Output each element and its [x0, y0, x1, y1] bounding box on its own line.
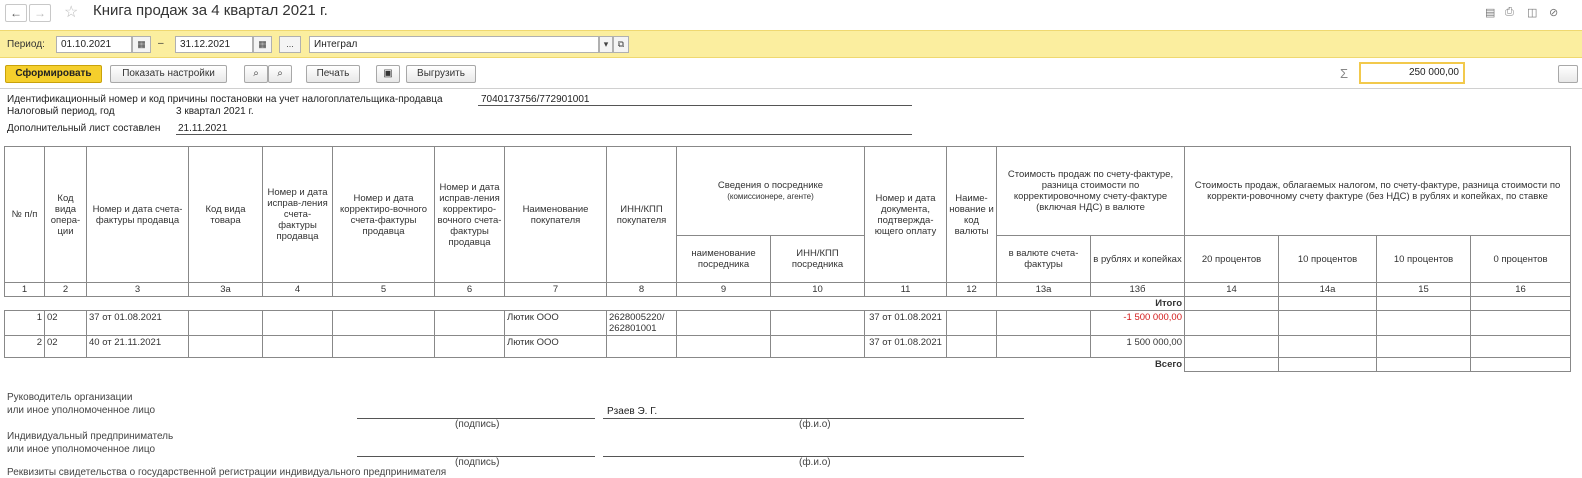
ip-label-2: или иное уполномоченное лицо: [7, 444, 156, 455]
col-header-4: Номер и дата исправ-ления счета-фактуры продавца: [263, 147, 333, 283]
col-num: 12: [947, 283, 997, 297]
period-label: Период:: [7, 39, 45, 50]
fio-caption-2: (ф.и.о): [799, 457, 831, 468]
intermediary-subtitle: (комиссионере, агенте): [727, 192, 814, 201]
show-settings-button[interactable]: Показать настройки: [110, 65, 227, 83]
calendar-icon: ▦: [137, 39, 146, 49]
col-header-intermediary: [677, 147, 865, 236]
col-num: 1: [5, 283, 45, 297]
col-num: 9: [677, 283, 771, 297]
col-num: 14а: [1279, 283, 1377, 297]
search-button[interactable]: [244, 65, 268, 83]
buyer-name: Лютик ООО: [505, 336, 607, 358]
period-from-field[interactable]: 01.10.2021: [56, 36, 132, 53]
intermediary-title: Сведения о посреднике: [717, 180, 824, 191]
table-header-row: [5, 147, 1571, 236]
col-header-7: Наименование покупателя: [505, 147, 607, 283]
col-num: 13б: [1091, 283, 1185, 297]
favorite-star-icon[interactable]: ☆: [64, 4, 79, 21]
col-num: 3а: [189, 283, 263, 297]
calendar-icon: ▦: [258, 39, 267, 49]
col-header-13b: в рублях и копейках: [1091, 236, 1185, 283]
signature-caption-2: (подпись): [455, 457, 500, 468]
toolbar: [0, 62, 1582, 86]
organization-field[interactable]: Интеграл: [309, 36, 599, 53]
operation-code: 02: [45, 336, 87, 358]
head-label-1: Руководитель организации: [7, 392, 133, 403]
col-num: 4: [263, 283, 333, 297]
payment-document: 37 от 01.08.2021: [865, 311, 947, 336]
operation-code: 02: [45, 311, 87, 336]
payment-document: 37 от 01.08.2021: [865, 336, 947, 358]
invoice-number: 40 от 21.11.2021: [87, 336, 189, 358]
inn-value: 7040173756/772901001: [481, 94, 590, 105]
col-num: 3: [87, 283, 189, 297]
col-num: 11: [865, 283, 947, 297]
col-header-9: наименование посредника: [677, 236, 771, 283]
search-clear-icon: ⌕: [277, 68, 283, 79]
col-header-14a: 10 процентов: [1279, 236, 1377, 283]
title-bar: [0, 0, 1582, 28]
calendar-from-button[interactable]: [132, 36, 151, 53]
table-row[interactable]: [5, 336, 1571, 358]
arrow-left-icon: ←: [10, 6, 22, 20]
vsego-label: Всего: [5, 358, 1185, 372]
registration-requisites-label: Реквизиты свидетельства о государственной регистрации индивидуального предпринимателя: [7, 467, 447, 478]
itogo-row: [5, 297, 1571, 311]
save-icon[interactable]: ▤: [1485, 7, 1496, 19]
row-number: 2: [5, 336, 45, 358]
col-header-6: Номер и дата исправ-ления корректиро-вочного счета-фактуры продавца: [435, 147, 505, 283]
col-header-2: Код вида опера-ции: [45, 147, 87, 283]
column-numbers-row: [5, 283, 1571, 297]
calendar-to-button[interactable]: [253, 36, 272, 53]
col-num: 10: [771, 283, 865, 297]
col-num: 13а: [997, 283, 1091, 297]
col-header-3a: Код вида товара: [189, 147, 263, 283]
tax-period-value: 3 квартал 2021 г.: [176, 106, 254, 117]
col-header-5: Номер и дата корректиро-вочного счета-фактуры продавца: [333, 147, 435, 283]
export-button[interactable]: Выгрузить: [406, 65, 476, 83]
sales-book-table: [4, 146, 1571, 372]
head-name: Рзаев Э. Г.: [607, 406, 658, 417]
period-dash: –: [158, 38, 164, 49]
addsheet-label: Дополнительный лист составлен: [7, 123, 161, 134]
itogo-label: Итого: [5, 297, 1185, 311]
col-header-10: ИНН/КПП посредника: [771, 236, 865, 283]
buyer-name: Лютик ООО: [505, 311, 607, 336]
col-header-15: 10 процентов: [1377, 236, 1471, 283]
table-row[interactable]: [5, 311, 1571, 336]
report-area: [0, 88, 1582, 478]
col-header-8: ИНН/КПП покупателя: [607, 147, 677, 283]
period-select-button[interactable]: ...: [279, 36, 301, 53]
search-icon: ⌕: [253, 68, 259, 79]
col-num: 2: [45, 283, 87, 297]
generate-button[interactable]: Сформировать: [5, 65, 102, 83]
col-num: 15: [1377, 283, 1471, 297]
organization-dropdown-button[interactable]: [599, 36, 613, 53]
open-link-icon: ⧉: [617, 39, 625, 49]
buyer-inn: 2628005220/ 262801001: [607, 311, 677, 336]
col-header-11: Номер и дата документа, подтвержда-ющего оплату: [865, 147, 947, 283]
col-header-14: 20 процентов: [1185, 236, 1279, 283]
amount-rub: -1 500 000,00: [1091, 311, 1185, 336]
ip-label-1: Индивидуальный предприниматель: [7, 431, 174, 442]
arrow-right-icon: →: [34, 6, 46, 20]
signature-caption: (подпись): [455, 419, 500, 430]
buyer-inn: [607, 336, 677, 358]
addsheet-value: 21.11.2021: [178, 123, 228, 134]
col-num: 16: [1471, 283, 1571, 297]
chevron-down-icon: ▾: [603, 39, 609, 49]
link-icon[interactable]: ⊘: [1549, 7, 1559, 19]
col-header-12: Наиме-нование и код валюты: [947, 147, 997, 283]
organization-open-button[interactable]: [613, 36, 629, 53]
col-num: 14: [1185, 283, 1279, 297]
col-num: 8: [607, 283, 677, 297]
head-label-2: или иное уполномоченное лицо: [7, 405, 156, 416]
col-header-13: Стоимость продаж по счету-фактуре, разница стоимости по корректировочному счету-фактуре (включая НДС) в валюте: [997, 147, 1185, 236]
inn-label: Идентификационный номер и код причины постановки на учет налогоплательщика-продавца: [7, 94, 443, 105]
print-icon[interactable]: ⎙: [1505, 6, 1514, 18]
forward-button[interactable]: [29, 4, 51, 22]
period-bar: [0, 30, 1582, 58]
col-header-14-16: Стоимость продаж, облагаемых налогом, по счету-фактуре, разница стоимости по корректи-ровочному счету фактуре (без НДС) в рублях и копейках, по ставке: [1185, 147, 1571, 236]
row-number: 1: [5, 311, 45, 336]
sum-sigma-icon: Σ: [1340, 66, 1349, 81]
vsego-row: [5, 358, 1571, 372]
selection-sum-field[interactable]: 250 000,00: [1359, 62, 1465, 84]
col-num: 5: [333, 283, 435, 297]
col-header-3: Номер и дата счета-фактуры продавца: [87, 147, 189, 283]
tax-period-label: Налоговый период, год: [7, 106, 115, 117]
floppy-icon: ▣: [383, 68, 393, 79]
preview-icon[interactable]: ◫: [1527, 7, 1538, 19]
more-actions-button[interactable]: [1558, 65, 1578, 83]
page-title: Книга продаж за 4 квартал 2021 г.: [93, 2, 328, 19]
search-clear-button[interactable]: [268, 65, 292, 83]
fio-caption: (ф.и.о): [799, 419, 831, 430]
col-num: 6: [435, 283, 505, 297]
col-header-13a: в валюте счета-фактуры: [997, 236, 1091, 283]
back-button[interactable]: [5, 4, 27, 22]
col-header-16: 0 процентов: [1471, 236, 1571, 283]
print-button[interactable]: Печать: [306, 65, 360, 83]
invoice-number: 37 от 01.08.2021: [87, 311, 189, 336]
col-num: 7: [505, 283, 607, 297]
save-button[interactable]: [376, 65, 400, 83]
amount-rub: 1 500 000,00: [1091, 336, 1185, 358]
period-to-field[interactable]: 31.12.2021: [175, 36, 253, 53]
col-header-1: № п/п: [5, 147, 45, 283]
